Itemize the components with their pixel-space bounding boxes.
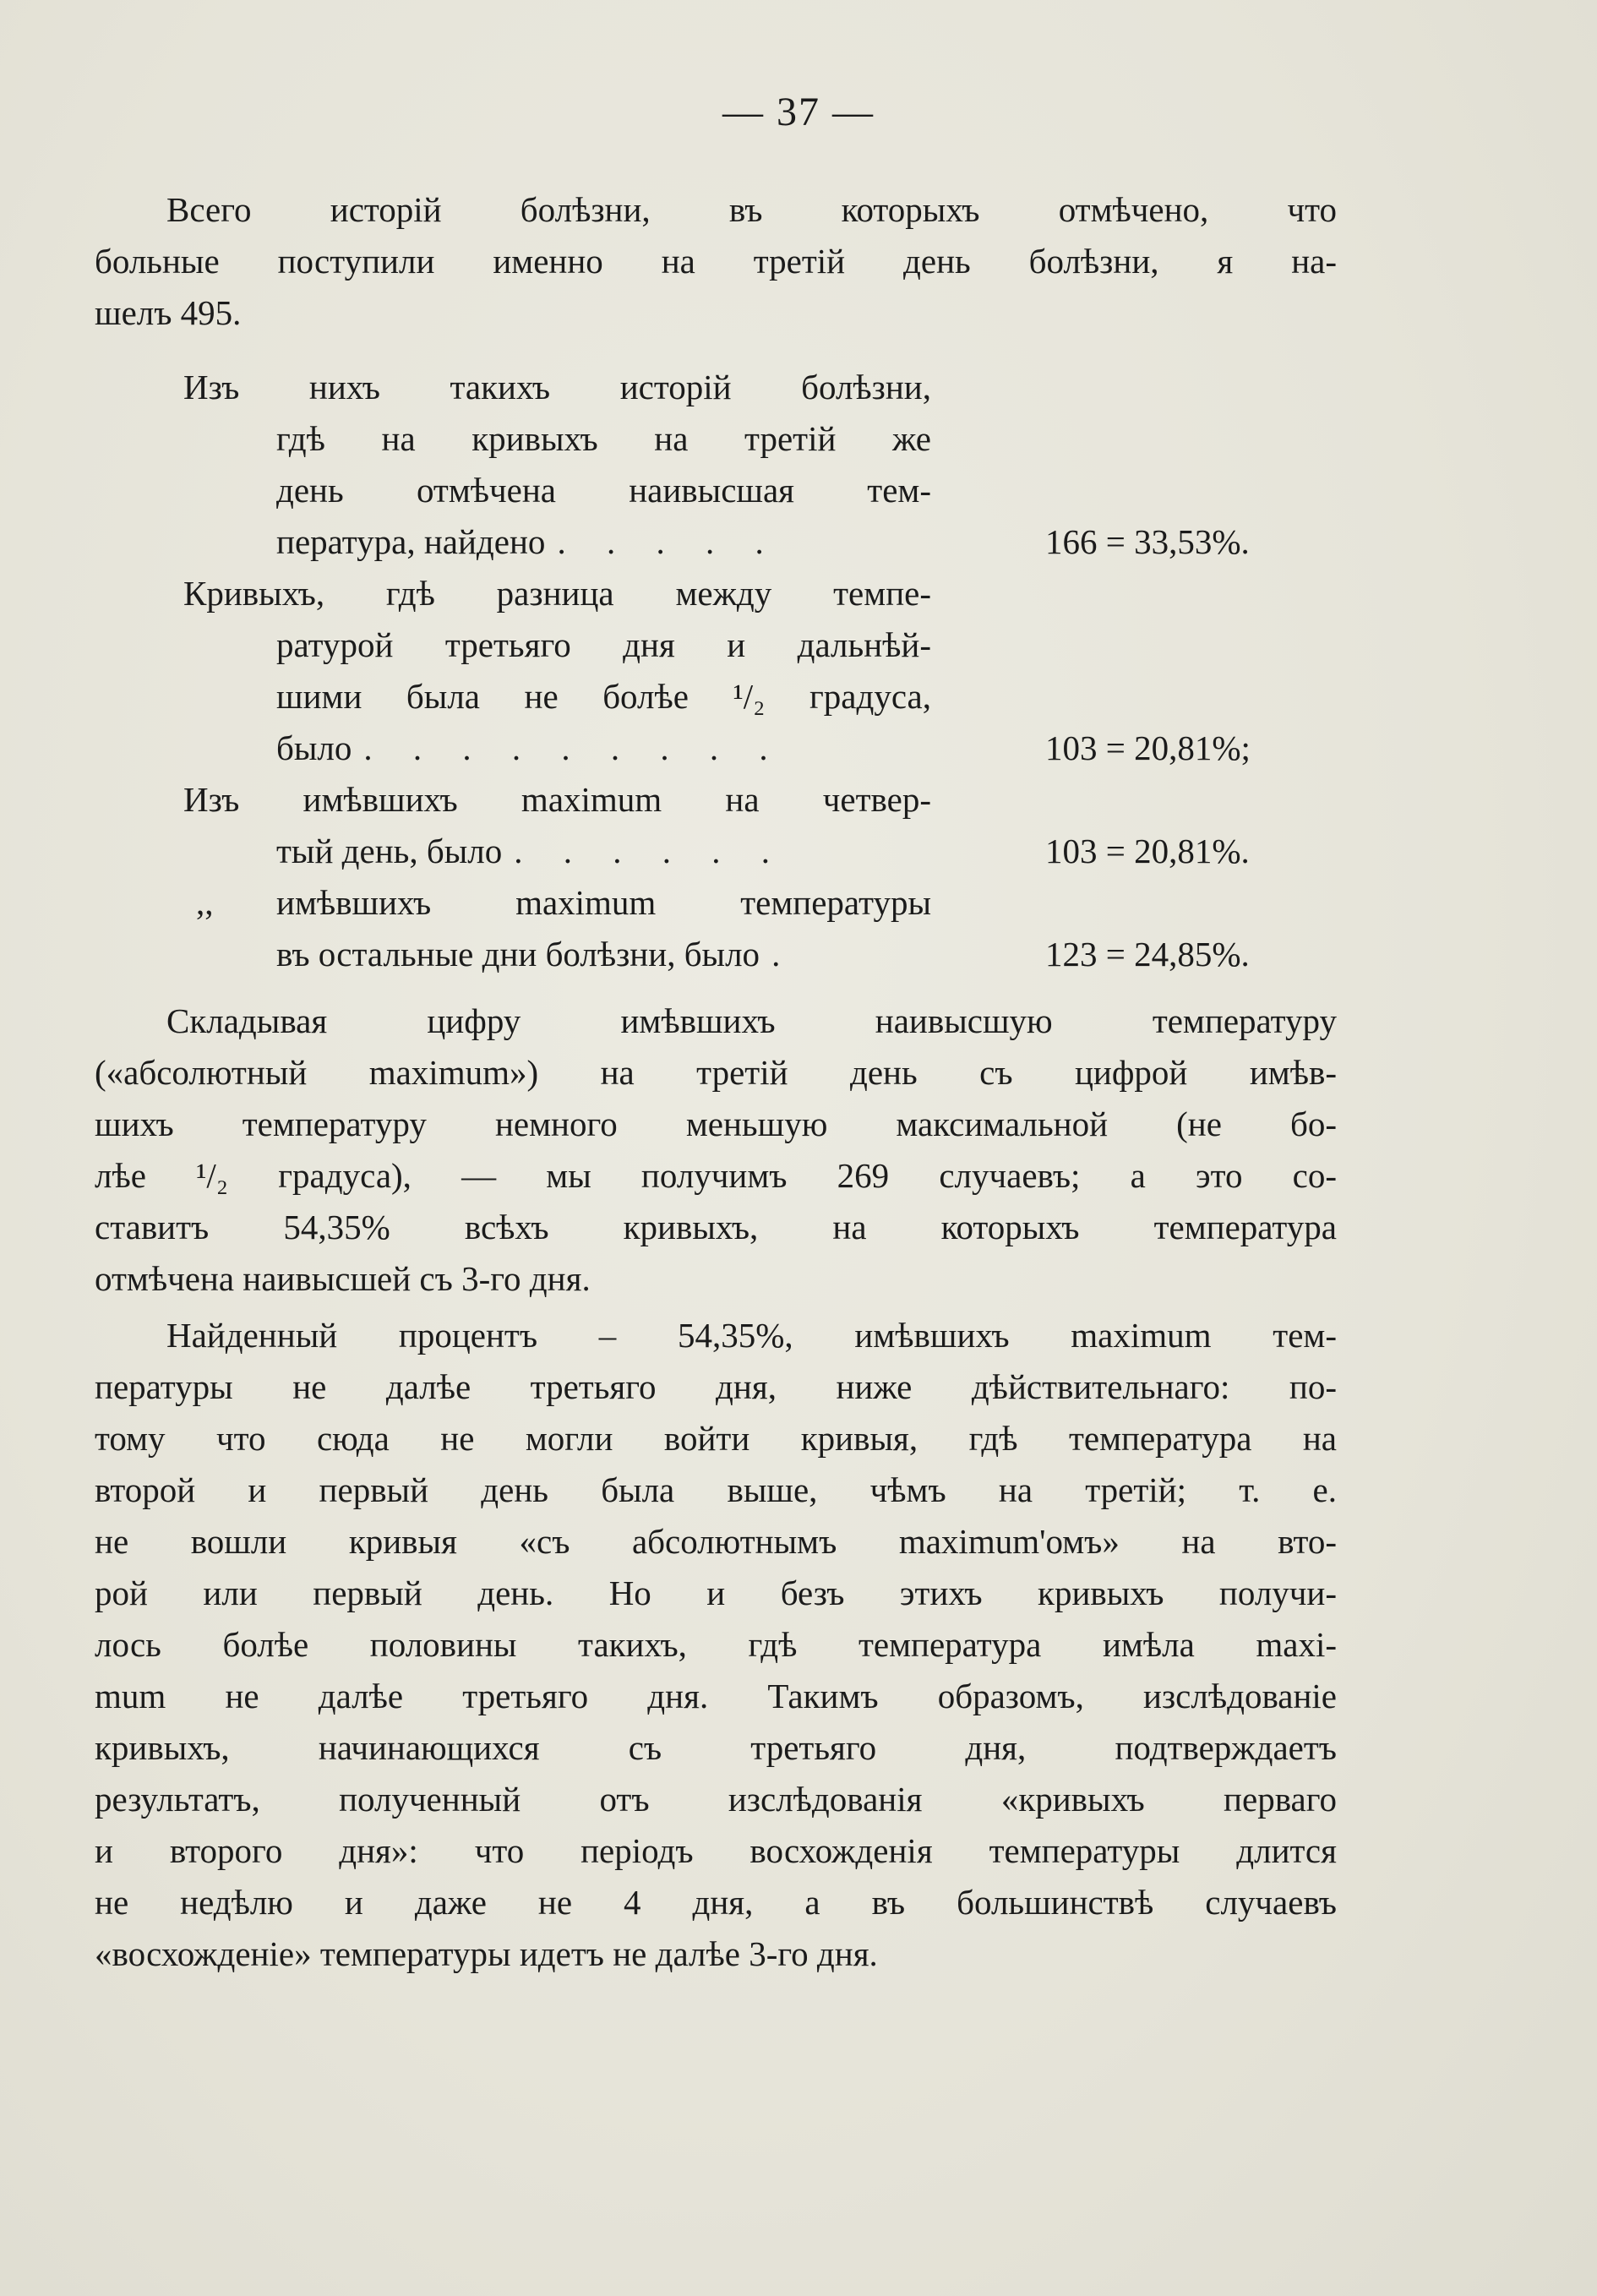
dot-leader: . . . . . — [557, 522, 780, 561]
paragraph-line: второй и первый день была выше, чѣмъ на третій; т. е. — [95, 1470, 1337, 1509]
paragraph-line: рой или первый день. Но и безъ этихъ кривыхъ получи- — [95, 1573, 1337, 1612]
statistics-list — [95, 362, 1278, 980]
stat-last-label: пература, найдено — [276, 522, 546, 561]
stat-last-label: тый день, было — [276, 832, 503, 870]
intro-line: Всего исторій болѣзни, въ которыхъ отмѣчено, что — [166, 190, 1337, 229]
dot-leader: . . . . . . . . . — [363, 728, 784, 767]
paragraph-line: лось болѣе половины такихъ, гдѣ температура имѣла maxi- — [95, 1625, 1337, 1664]
stat-value: 123 = 24,85%. — [1045, 935, 1250, 973]
paragraph-line: Складывая цифру имѣвшихъ наивысшую температуру — [166, 1001, 1337, 1040]
paragraph-line: кривыхъ, начинающихся съ третьяго дня, подтверждаетъ — [95, 1728, 1337, 1767]
stat-last-label: въ остальные дни болѣзни, было — [276, 935, 760, 973]
paragraph-line: результатъ, полученный отъ изслѣдованія «кривыхъ перваго — [95, 1780, 1337, 1819]
stat-line: гдѣ на кривыхъ на третій же — [276, 419, 931, 458]
stat-line: Кривыхъ, гдѣ разница между темпе- — [183, 574, 931, 613]
paragraph-3 — [95, 1310, 1337, 1980]
intro-line: шелъ 495. — [95, 293, 242, 332]
paragraph-line: и второго дня»: что періодъ восхожденія температуры длится — [95, 1831, 1337, 1870]
stat-entry — [95, 362, 1278, 568]
stat-line: имѣвшихъ maximum температуры — [276, 883, 931, 922]
stat-value: 103 = 20,81%; — [1045, 728, 1251, 767]
paragraph-line: («абсолютный maximum») на третій день съ цифрой имѣв- — [95, 1053, 1337, 1092]
paragraph-line: Найденный процентъ – 54,35%, имѣвшихъ maximum тем- — [166, 1316, 1337, 1355]
dot-leader: . — [771, 935, 797, 973]
stat-last-label: было — [276, 728, 352, 767]
paragraph-line: ставитъ 54,35% всѣхъ кривыхъ, на которыхъ температура — [95, 1208, 1337, 1246]
paragraph-line: mum не далѣе третьяго дня. Такимъ образомъ, изслѣдованіе — [95, 1677, 1337, 1715]
stat-line: ратурой третьяго дня и дальнѣй- — [276, 625, 931, 664]
paragraph-2 — [95, 995, 1337, 1305]
ditto-mark: ,, — [196, 883, 214, 922]
page-number: — 37 — — [722, 90, 875, 134]
intro-line: больные поступили именно на третій день болѣзни, я на- — [95, 242, 1337, 281]
stat-line: Изъ имѣвшихъ maximum на четвер- — [183, 780, 931, 819]
paragraph-line: шихъ температуру немного меньшую максимальной (не бо- — [95, 1104, 1337, 1143]
paragraph-line: «восхожденіе» температуры идетъ не далѣе 3-го дня. — [95, 1934, 878, 1973]
stat-line: шими была не болѣе ¹/₂ градуса, — [276, 677, 931, 716]
stat-entry — [95, 568, 1278, 774]
stat-line: Изъ нихъ такихъ исторій болѣзни, — [183, 368, 931, 406]
paragraph-line: не вошли кривыя «съ абсолютнымъ maximum'омъ» на вто- — [95, 1522, 1337, 1561]
paragraph-line: не недѣлю и даже не 4 дня, а въ большинствѣ случаевъ — [95, 1883, 1337, 1922]
stat-entry — [95, 774, 1278, 877]
intro-paragraph — [95, 184, 1337, 339]
stat-entry — [95, 877, 1278, 980]
stat-value: 166 = 33,53%. — [1045, 522, 1250, 561]
paragraph-line: отмѣчена наивысшей съ 3-го дня. — [95, 1259, 591, 1298]
stat-line: день отмѣчена наивысшая тем- — [276, 471, 931, 510]
dot-leader: . . . . . . — [514, 832, 786, 870]
paragraph-line: пературы не далѣе третьяго дня, ниже дѣйствительнаго: по- — [95, 1367, 1337, 1406]
paragraph-line: лѣе ¹/₂ градуса), — мы получимъ 269 случаевъ; а это со- — [95, 1156, 1337, 1195]
paragraph-line: тому что сюда не могли войти кривыя, гдѣ температура на — [95, 1419, 1337, 1458]
stat-value: 103 = 20,81%. — [1045, 832, 1250, 870]
